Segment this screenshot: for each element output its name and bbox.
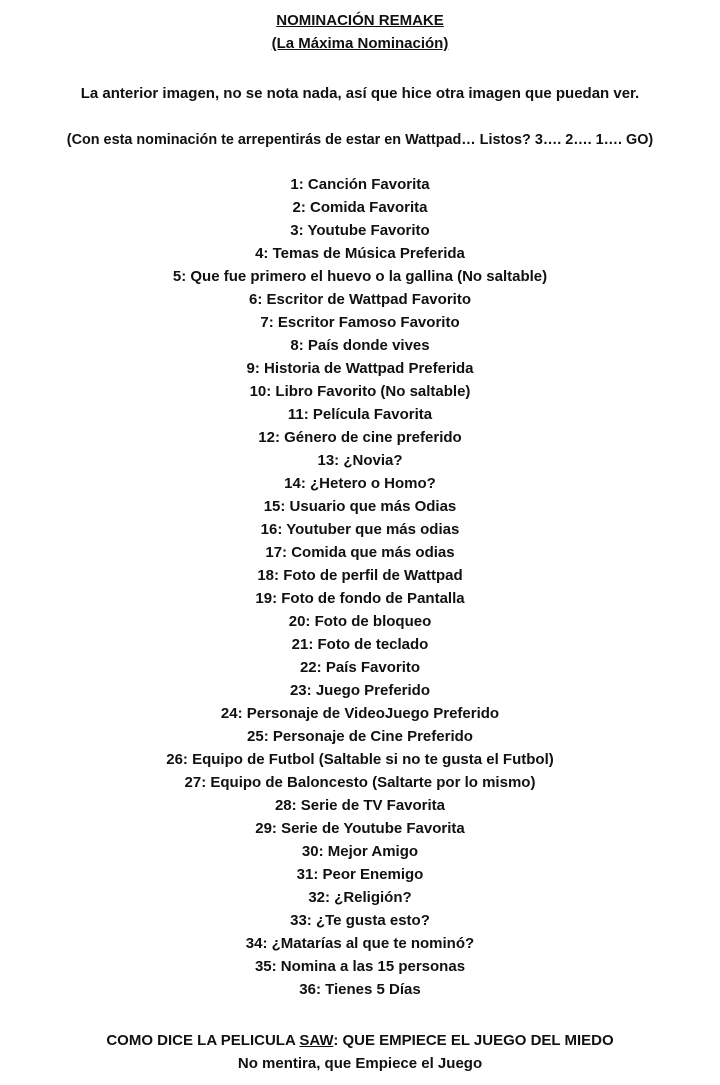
- question-item: 27: Equipo de Baloncesto (Saltarte por lo mismo): [184, 774, 536, 791]
- question-item: 15: Usuario que más Odias: [263, 498, 457, 515]
- question-item: 7: Escritor Famoso Favorito: [260, 314, 460, 331]
- question-item: 28: Serie de TV Favorita: [274, 797, 446, 814]
- question-item: 20: Foto de bloqueo: [288, 613, 432, 630]
- question-item: 9: Historia de Wattpad Preferida: [246, 360, 474, 377]
- closing-line-start: COMO DICE LA PELICULA: [106, 1032, 300, 1049]
- question-item: 13: ¿Novia?: [317, 452, 403, 469]
- question-item: 2: Comida Favorita: [292, 199, 428, 216]
- question-item: 6: Escritor de Wattpad Favorito: [249, 291, 471, 308]
- question-item: 33: ¿Te gusta esto?: [290, 912, 430, 929]
- question-item: 3: Youtube Favorito: [290, 222, 430, 239]
- question-item: 23: Juego Preferido: [289, 682, 431, 699]
- question-list: [0, 173, 720, 1001]
- question-item: 35: Nomina a las 15 personas: [254, 958, 466, 975]
- question-item: 11: Película Favorita: [287, 406, 433, 423]
- question-item: 10: Libro Favorito (No saltable): [249, 383, 471, 400]
- question-item: 21: Foto de teclado: [291, 636, 429, 653]
- question-item: 17: Comida que más odias: [265, 544, 455, 561]
- question-item: 25: Personaje de Cine Preferido: [247, 728, 473, 745]
- closing-line-end: : QUE EMPIECE EL JUEGO DEL MIEDO: [333, 1032, 614, 1049]
- page-subtitle: (La Máxima Nominación): [271, 35, 449, 52]
- page-title: NOMINACIÓN REMAKE: [276, 12, 444, 29]
- question-item: 18: Foto de perfil de Wattpad: [257, 567, 463, 584]
- question-item: 34: ¿Matarías al que te nominó?: [245, 935, 475, 952]
- question-item: 36: Tienes 5 Días: [299, 981, 421, 998]
- question-item: 19: Foto de fondo de Pantalla: [255, 590, 465, 607]
- question-item: 32: ¿Religión?: [308, 889, 412, 906]
- question-item: 22: País Favorito: [299, 659, 421, 676]
- intro-note: (Con esta nominación te arrepentirás de estar en Wattpad… Listos? 3…. 2…. 1…. GO): [66, 132, 654, 148]
- question-item: 26: Equipo de Futbol (Saltable si no te gusta el Futbol): [166, 751, 554, 768]
- movie-title: SAW: [299, 1032, 334, 1049]
- intro-text: La anterior imagen, no se nota nada, así que hice otra imagen que puedan ver.: [80, 85, 640, 102]
- question-item: 12: Género de cine preferido: [258, 429, 462, 446]
- question-item: 16: Youtuber que más odias: [260, 521, 460, 538]
- question-item: 29: Serie de Youtube Favorita: [255, 820, 465, 837]
- question-item: 1: Canción Favorita: [290, 176, 430, 193]
- question-item: 4: Temas de Música Preferida: [255, 245, 465, 262]
- closing-note: No mentira, que Empiece el Juego: [237, 1055, 483, 1072]
- question-item: 30: Mejor Amigo: [301, 843, 419, 860]
- question-item: 5: Que fue primero el huevo o la gallina (No saltable): [172, 268, 548, 285]
- question-item: 31: Peor Enemigo: [296, 866, 424, 883]
- question-item: 14: ¿Hetero o Homo?: [284, 475, 436, 492]
- question-item: 8: País donde vives: [290, 337, 430, 354]
- closing-line: [0, 1030, 720, 1052]
- question-item: 24: Personaje de VideoJuego Preferido: [220, 705, 500, 722]
